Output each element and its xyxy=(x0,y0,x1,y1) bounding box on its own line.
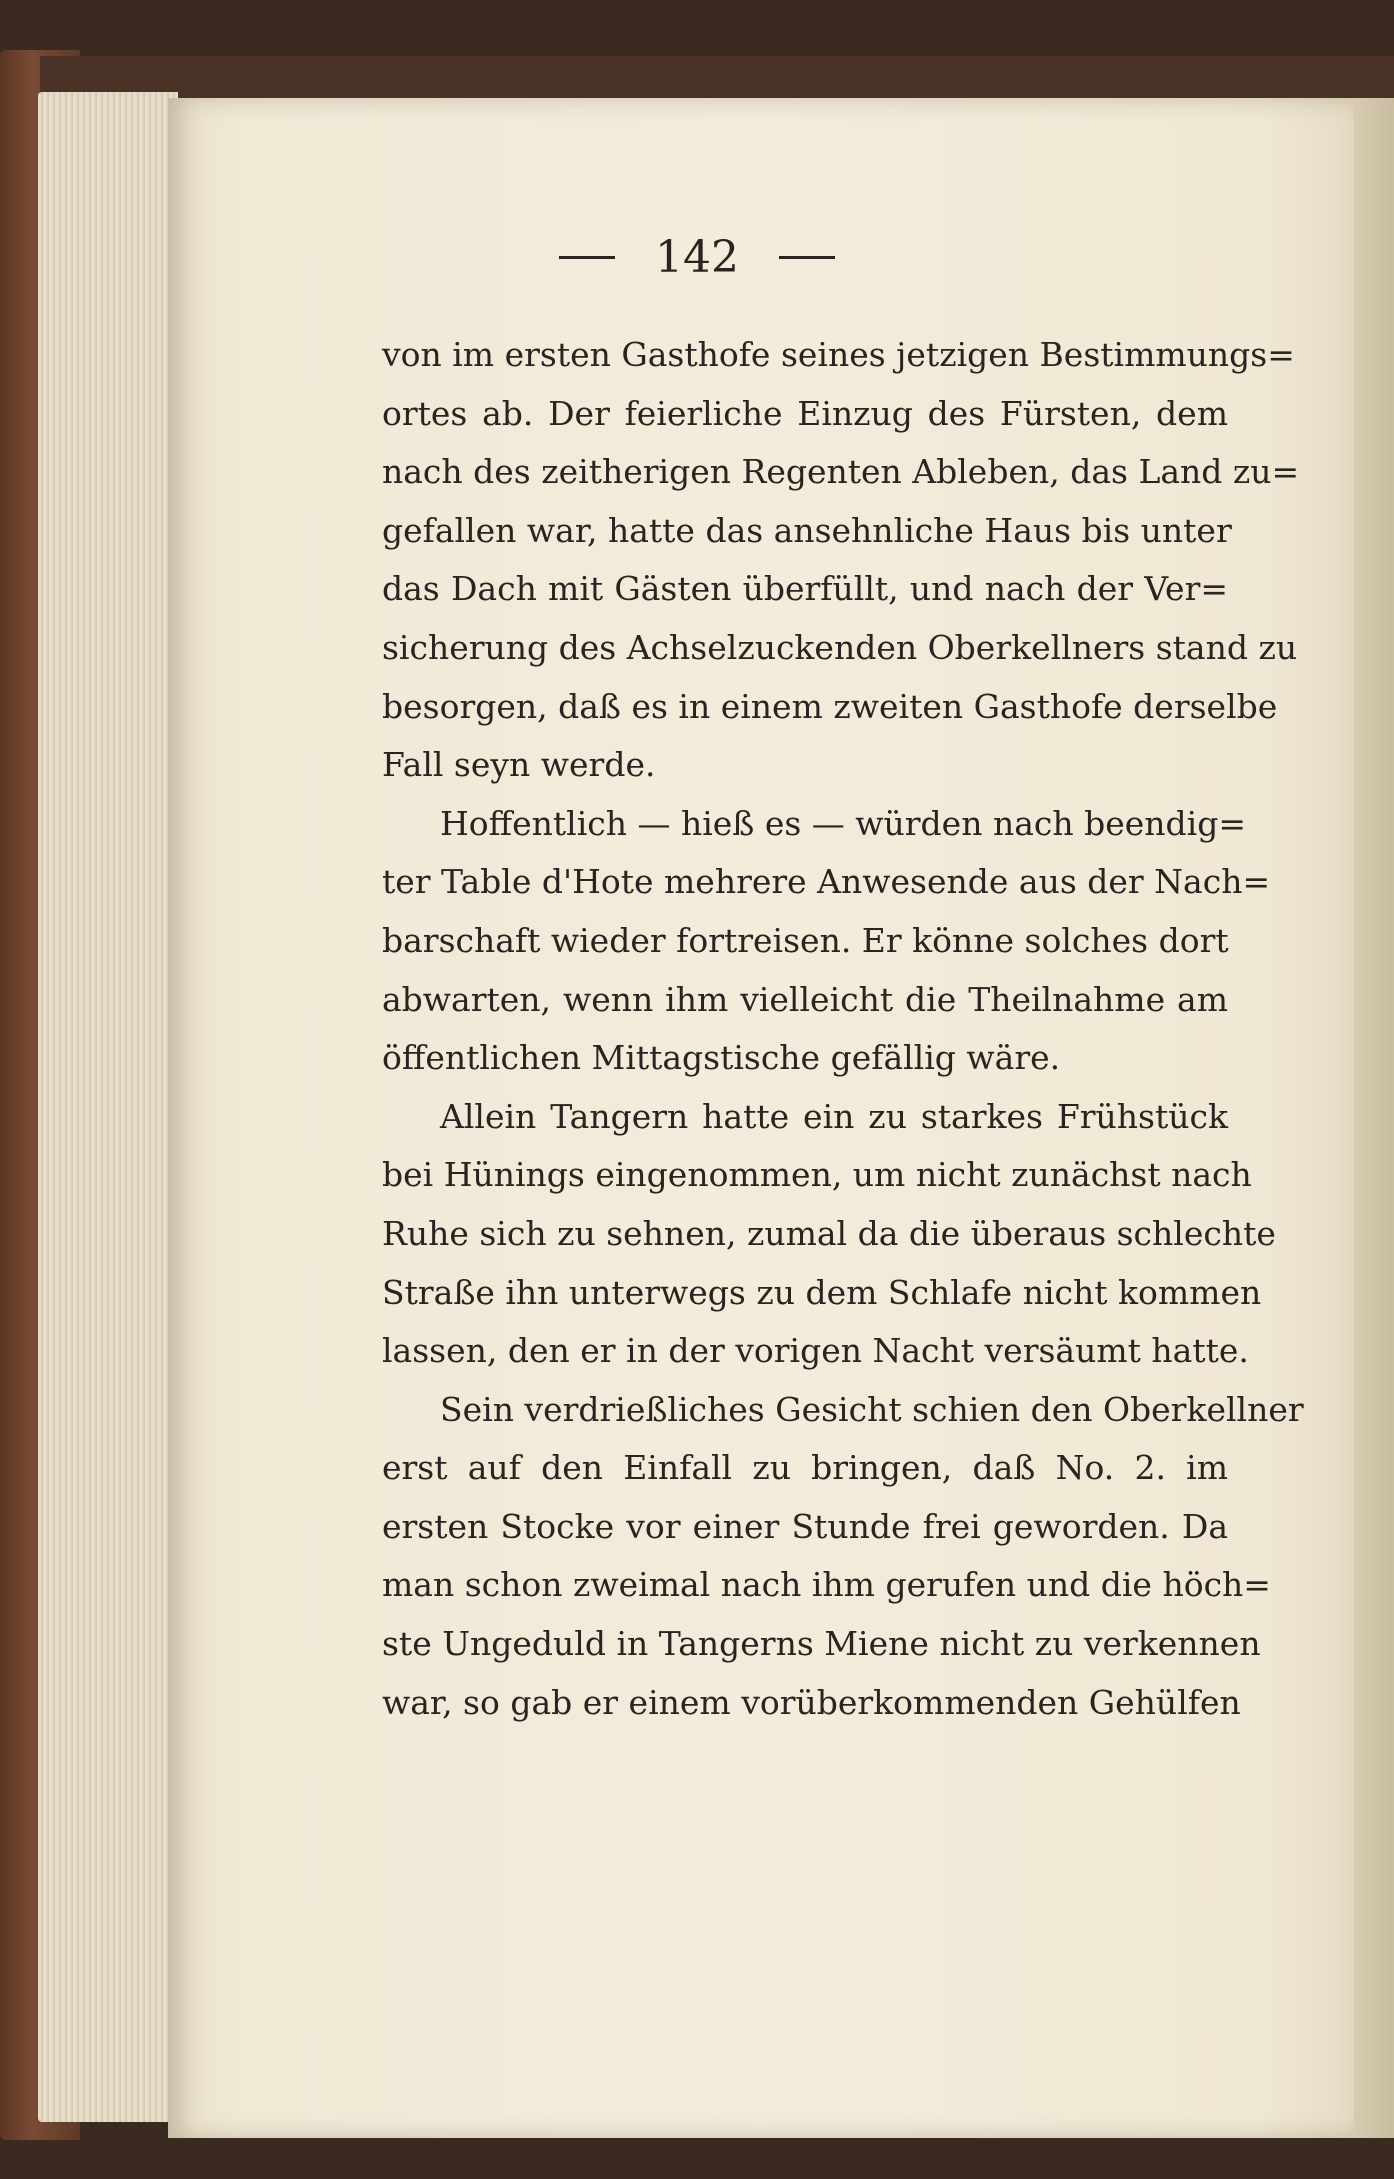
text-line: lassen, den er in der vorigen Nacht versäumt hatte. xyxy=(382,1331,1249,1371)
text-line: besorgen, daß es in einem zweiten Gasthofe derselbe xyxy=(382,686,1278,726)
text-line: Hoffentlich — hieß es — würden nach beendig= xyxy=(440,803,1246,843)
text-line: Straße ihn unterwegs zu dem Schlafe nicht kommen xyxy=(382,1272,1262,1312)
text-line: erst auf den Einfall zu bringen, daß No. 2. im xyxy=(382,1448,1228,1488)
text-line: ersten Stocke vor einer Stunde frei geworden. Da xyxy=(382,1506,1228,1546)
text-line: nach des zeitherigen Regenten Ableben, das Land zu= xyxy=(382,452,1300,492)
text-line: barschaft wieder fortreisen. Er könne solches dort xyxy=(382,920,1229,960)
header-dash-left xyxy=(559,256,615,259)
page-text xyxy=(382,326,1304,1732)
text-line: war, so gab er einem vorüberkommenden Gehülfen xyxy=(382,1682,1241,1722)
text-line: sicherung des Achselzuckenden Oberkellners stand zu xyxy=(382,627,1298,667)
page-stack-edges xyxy=(38,92,178,2122)
text-line: öffentlichen Mittagstische gefällig wäre. xyxy=(382,1038,1061,1078)
text-line: ste Ungeduld in Tangerns Miene nicht zu verkennen xyxy=(382,1624,1261,1664)
text-line: abwarten, wenn ihm vielleicht die Theilnahme am xyxy=(382,979,1228,1019)
text-line: Sein verdrießliches Gesicht schien den Oberkellner xyxy=(440,1389,1304,1429)
text-line: Allein Tangern hatte ein zu starkes Frühstück xyxy=(440,1096,1228,1136)
header-dash-right xyxy=(779,256,835,259)
text-line: Fall seyn werde. xyxy=(382,745,656,785)
text-line: von im ersten Gasthofe seines jetzigen Bestimmungs= xyxy=(382,335,1295,374)
text-line: Ruhe sich zu sehnen, zumal da die überaus schlechte xyxy=(382,1213,1276,1253)
page-number: 142 xyxy=(655,232,739,283)
text-line: das Dach mit Gästen überfüllt, und nach der Ver= xyxy=(382,569,1228,609)
text-line: man schon zweimal nach ihm gerufen und die höch= xyxy=(382,1565,1271,1605)
text-line: ter Table d'Hote mehrere Anwesende aus der Nach= xyxy=(382,862,1271,902)
page-right-edge xyxy=(1350,98,1394,2138)
text-line: ortes ab. Der feierliche Einzug des Fürsten, dem xyxy=(382,393,1228,433)
text-line: gefallen war, hatte das ansehnliche Haus bis unter xyxy=(382,510,1232,550)
text-line: bei Hünings eingenommen, um nicht zunächst nach xyxy=(382,1155,1252,1195)
page-header xyxy=(0,232,1394,283)
